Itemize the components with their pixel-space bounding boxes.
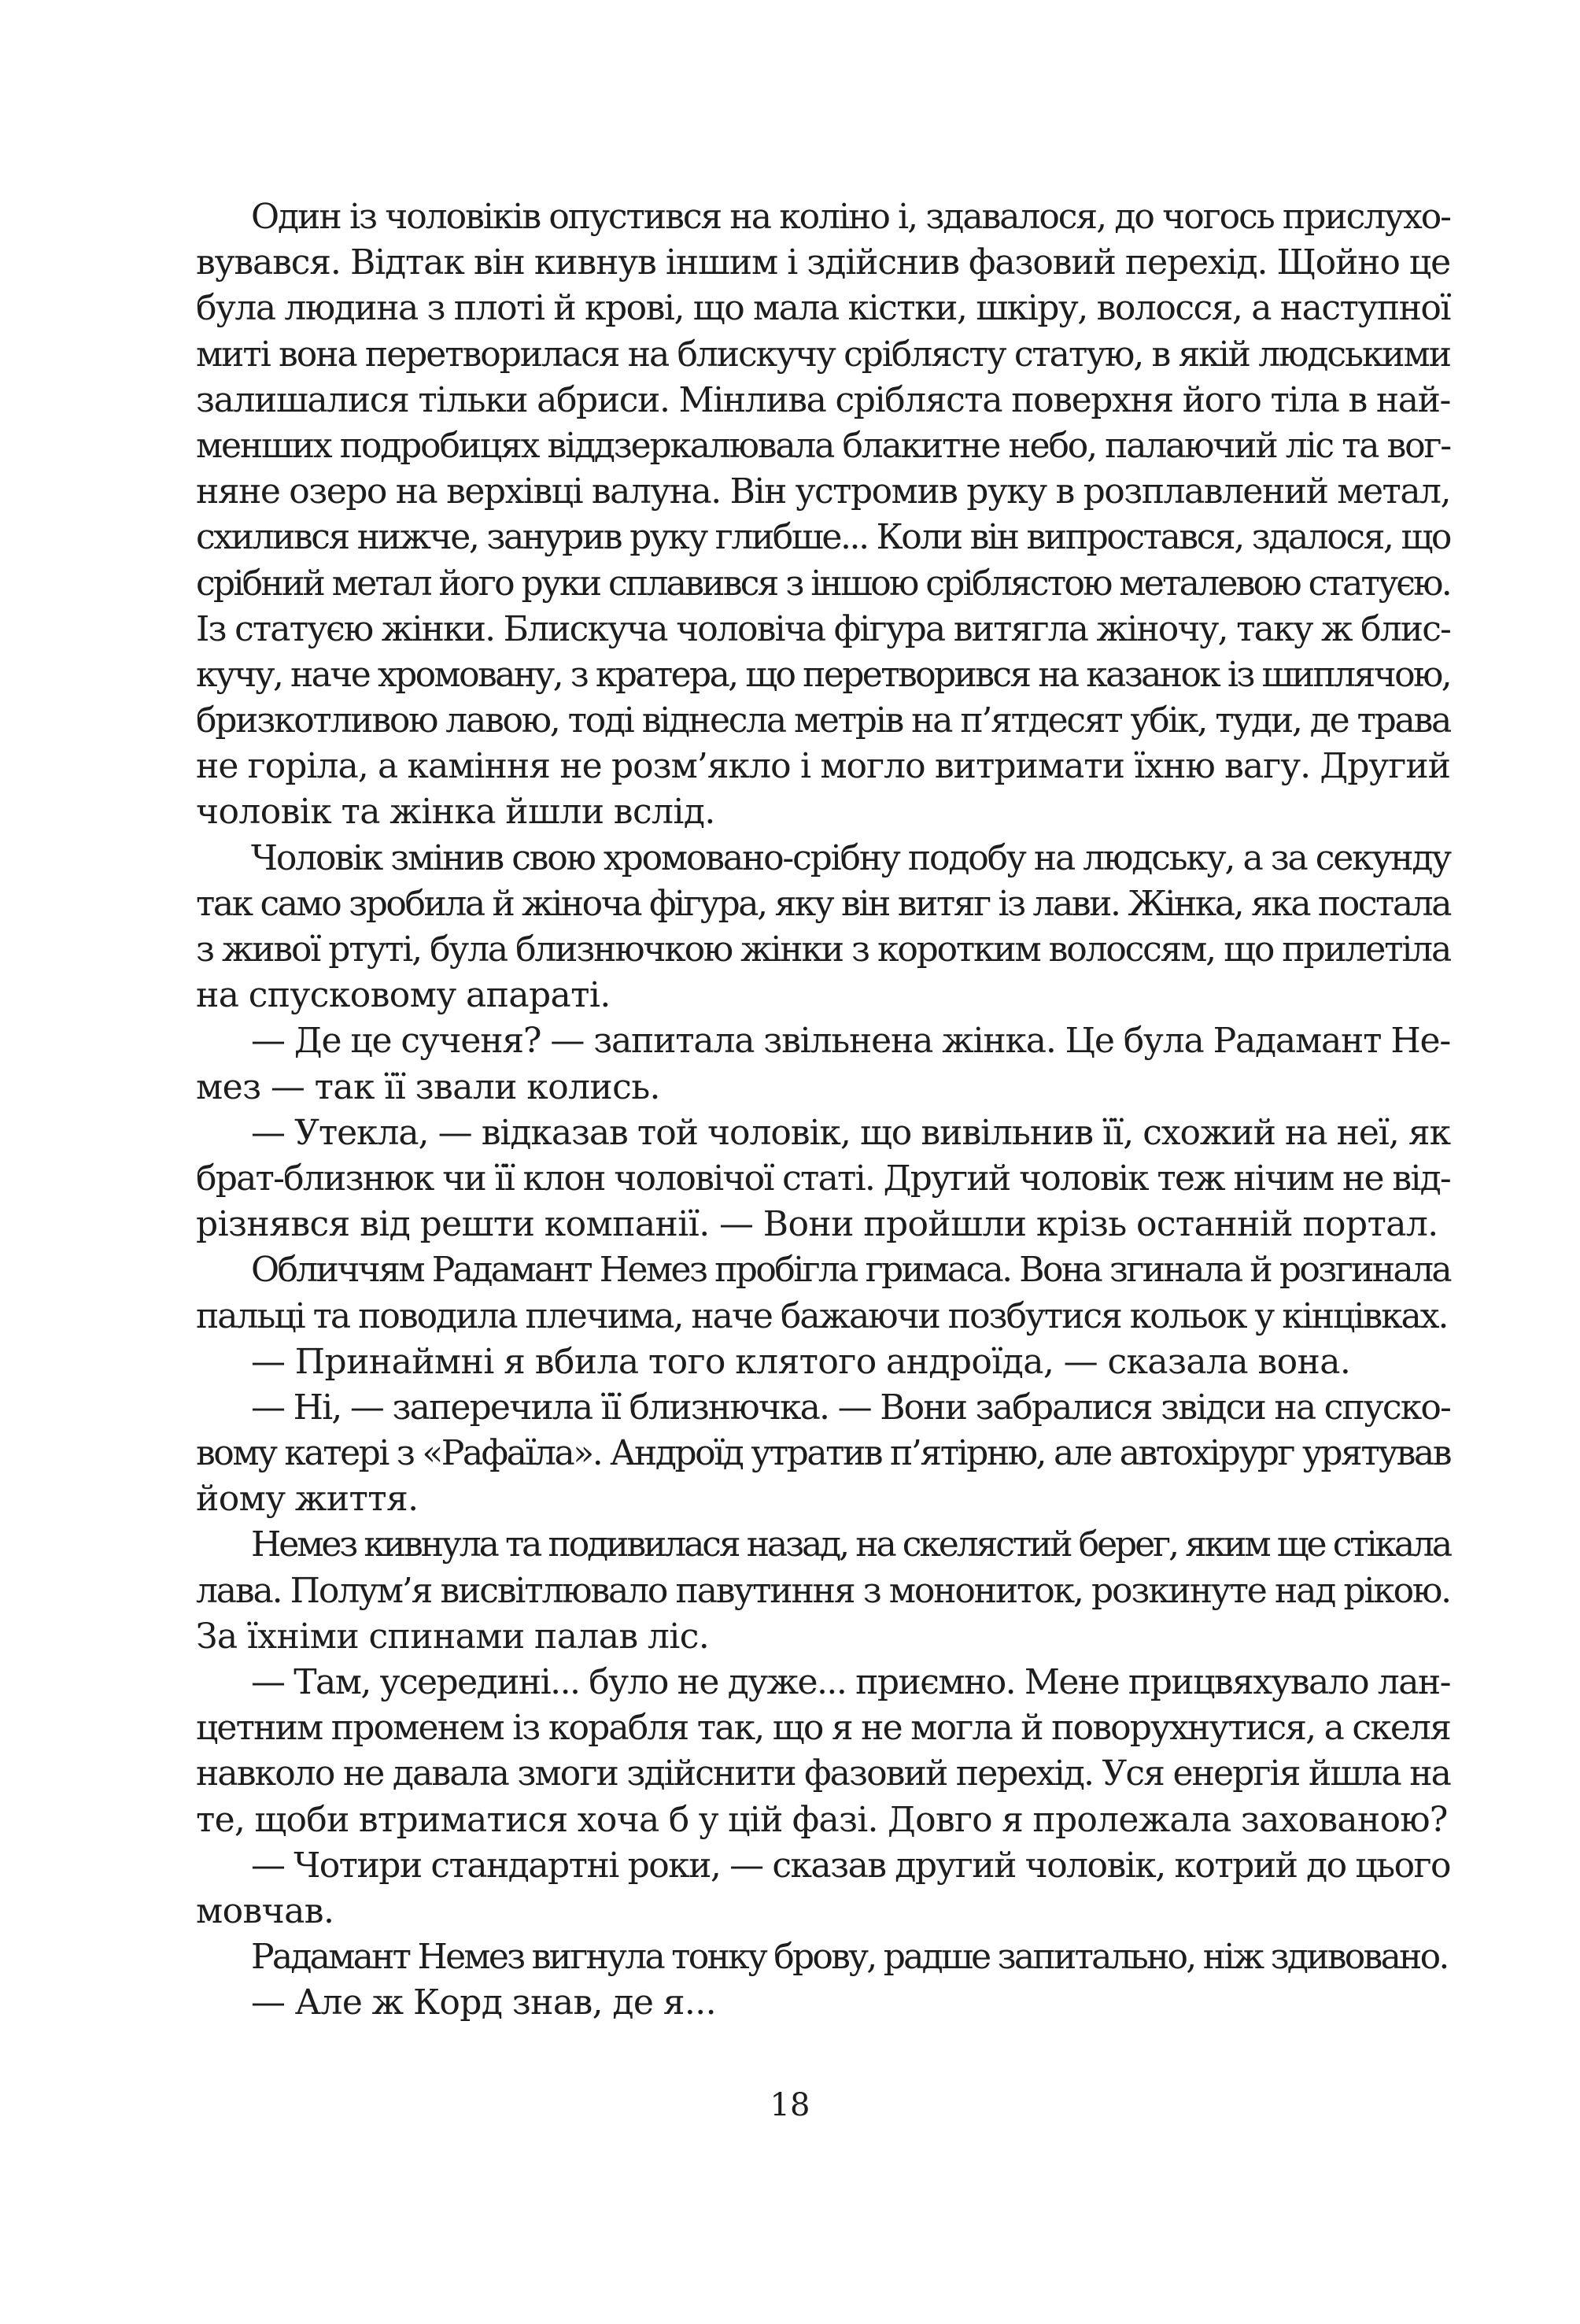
text-line: Чоловік змінив свою хромовано-срібну подобу на людську, а за секунду (251, 837, 1450, 878)
text-line: — Чотири стандартні роки, — сказав другий чоловік, котрий до цього (251, 1845, 1450, 1886)
text-line: пальці та поводила плечима, наче бажаючи позбутися кольок у кінцівках. (196, 1295, 1448, 1336)
text-line: різнявся від решти компанії. — Вони пройшли крізь останній портал. (196, 1204, 1438, 1245)
text-line: За їхніми спинами палав ліс. (196, 1616, 710, 1657)
text-line: — Але ж Корд знав, де я... (251, 1982, 717, 2023)
text-line: — Принаймні я вбила того клятого андроїда, — сказала вона. (251, 1341, 1351, 1382)
text-line: Із статуєю жінки. Блискуча чоловіча фігура витягла жіночу, таку ж блис- (196, 608, 1450, 649)
text-line: лава. Полум’я висвітлювало павутиння з монониток, розкинуте над рікою. (196, 1570, 1450, 1611)
text-line: не горіла, а каміння не розм’якло і могло витримати їхню вагу. Другий (196, 746, 1450, 787)
text-line: миті вона перетворилася на блискучу сріблясту статую, в якій людськими (196, 334, 1450, 375)
text-line: Обличчям Радамант Немез пробігла гримаса. Вона згинала й розгинала (251, 1250, 1450, 1291)
text-line: мез — так її звали колись. (196, 1066, 660, 1107)
text-line: — Там, усередині... було не дуже... приємно. Мене прицвяхувало лан- (251, 1662, 1450, 1702)
text-line: з живої ртуті, була близнючкою жінки з коротким волоссям, що прилетіла (196, 929, 1450, 970)
text-line: — Утекла, — відказав той чоловік, що вивільнив її, схожий на неї, як (251, 1112, 1450, 1153)
text-line: бризкотливою лавою, тоді віднесла метрів на п’ятдесят убік, туди, де трава (196, 700, 1450, 741)
text-line: няне озеро на верхівці валуна. Він устромив руку в розплавлений метал, (196, 471, 1450, 512)
text-line: на спусковому апараті. (196, 975, 611, 1016)
body-text (196, 194, 1450, 2027)
text-line: вувався. Відтак він кивнув іншим і здійснив фазовий перехід. Щойно це (196, 242, 1450, 283)
text-line: чоловік та жінка йшли вслід. (196, 792, 715, 833)
text-line: схилився нижче, занурив руку глибше... Коли він випростався, здалося, що (196, 517, 1450, 558)
text-line: йому життя. (196, 1479, 419, 1520)
text-line: так само зробила й жіноча фігура, яку він витяг із лави. Жінка, яка постала (196, 883, 1450, 924)
text-line: менших подробицях віддзеркалювала блакитне небо, палаючий ліс та вог- (196, 425, 1450, 466)
page-number: 18 (770, 2087, 810, 2123)
text-line: мовчав. (196, 1890, 334, 1931)
text-line: срібний метал його руки сплавився з іншою сріблястою металевою статуєю. (196, 563, 1450, 604)
text-line: — Де це сученя? — запитала звільнена жінка. Це була Радамант Не- (251, 1021, 1450, 1062)
text-line: вому катері з «Рафаїла». Андроїд утратив п’ятірню, але автохірург урятував (196, 1433, 1450, 1474)
text-line: те, щоби втриматися хоча б у цій фазі. Довго я пролежала захованою? (196, 1799, 1448, 1840)
text-line: Радамант Немез вигнула тонку брову, радше запитально, ніж здивовано. (251, 1937, 1448, 1978)
text-line: Немез кивнула та подивилася назад, на скелястий берег, яким ще стікала (251, 1524, 1450, 1565)
text-line: навколо не давала змоги здійснити фазовий перехід. Уся енергія йшла на (196, 1753, 1450, 1794)
text-line: цетним променем із корабля так, що я не могла й поворухнутися, а скеля (196, 1708, 1450, 1749)
text-line: кучу, наче хромовану, з кратера, що перетворився на казанок із шиплячою, (196, 654, 1450, 695)
text-line: залишалися тільки абриси. Мінлива срібляста поверхня його тіла в най- (196, 379, 1450, 420)
text-line: була людина з плоті й крові, що мала кістки, шкіру, волосся, а наступної (196, 288, 1450, 329)
text-line: Один із чоловіків опустився на коліно і, здавалося, до чогось прислухо- (251, 197, 1450, 237)
text-line: — Ні, — заперечила її близнючка. — Вони забралися звідси на спуско- (251, 1387, 1450, 1428)
text-line: брат-близнюк чи її клон чоловічої статі. Другий чоловік теж нічим не від- (196, 1158, 1450, 1199)
